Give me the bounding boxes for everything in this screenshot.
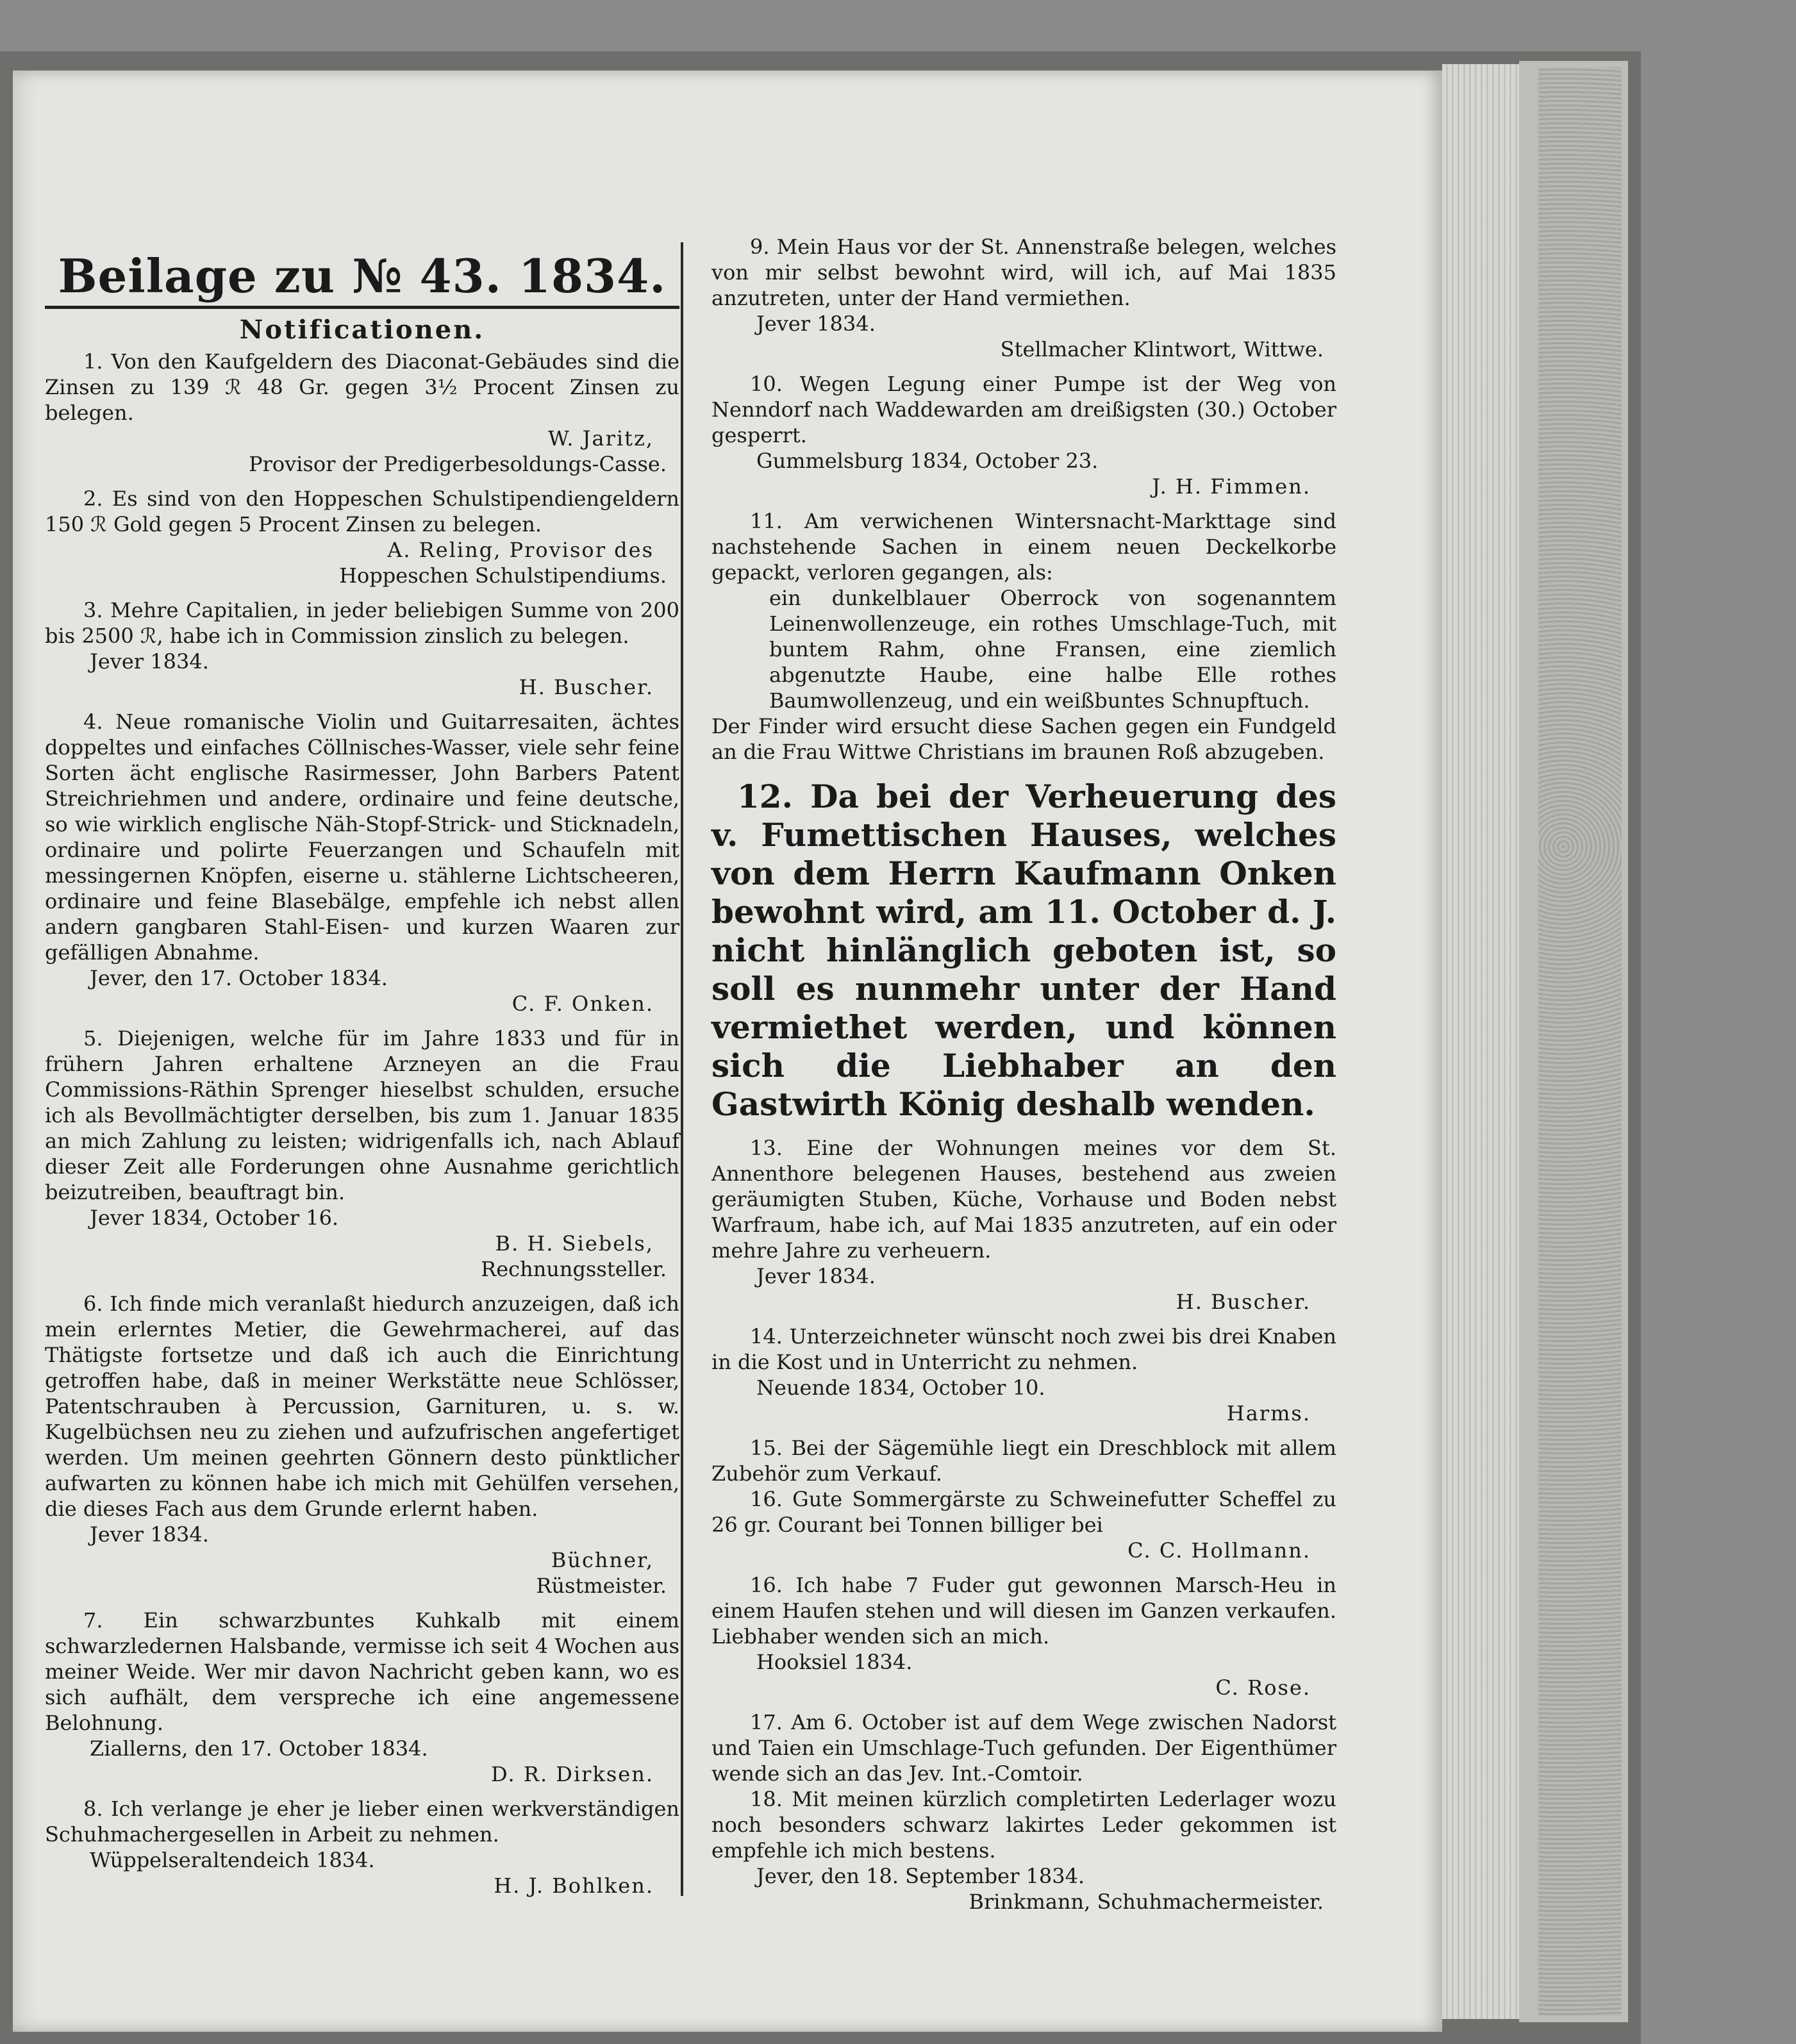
notice-4-place: Jever, den 17. October 1834. [90,966,388,990]
page-title: Beilage zu № 43. 1834. [45,176,679,309]
notice-5: 5. Diejenigen, welche für im Jahre 1833 und für in frühern Jahren erhaltene Arzneyen an die Frau Commissions-Räthin Sprenger hieselbst schulden, ersuche ich als Bevollmächtigter derselben, bis zum 1. Januar 1835 an mich Zahlung zu leisten; widrigenfalls ich, nach Ablauf dieser Zeit alle Forderungen ohne Ausnahme gerichtlich beizutreiben, beauftragt bin. [45,1026,679,1204]
notice-18-signature: Brinkmann, Schuhmachermeister. [969,1890,1324,1914]
notice-5-place: Jever 1834, October 16. [90,1206,339,1230]
notice-8-signature: H. J. Bohlken. [494,1874,654,1898]
notice-12: 12. Da bei der Verheuerung des v. Fumettischen Hauses, welches von dem Herrn Kaufmann Onken bewohnt wird, am 11. October d. J. nicht hinlänglich geboten ist, so soll es nunmehr unter der Hand vermiethet werden, und können sich die Liebhaber an den Gastwirth König deshalb wenden. [711,777,1336,1123]
notice-4: 4. Neue romanische Violin und Guitarresaiten, ächtes doppeltes und einfaches Cöllnisches-Wasser, viele sehr feine Sorten ächt englische Rasirmesser, John Barbers Patent Streichriehmen und andere, ordinaire und feine deutsche, so wie wirklich englische Näh-Stopf-Strick- und Sticknadeln, ordinaire und polirte Feuerzangen und Schaufeln mit messingernen Knöpfen, eiserne u. stählerne Lichtscheeren, ordinaire und feine Blasebälge, empfehle ich nebst allen andern gangbaren Stahl-Eisen- und kurzen Waaren zur gefälligen Abnahme. [45,710,679,965]
notice-7-signature: D. R. Dirksen. [490,1762,654,1786]
notice-14-place: Neuende 1834, October 10. [756,1375,1045,1400]
left-column [45,176,679,1899]
cover-board [1519,61,1628,2022]
notice-17: 17. Am 6. October ist auf dem Wege zwischen Nadorst und Taien ein Umschlage-Tuch gefunden. Der Eigenthümer wende sich an das Jev. Int.-Comtoir. [711,1710,1336,1786]
notice-16b: 16. Ich habe 7 Fuder gut gewonnen Marsch-Heu in einem Haufen stehen und will diesen im Ganzen verkaufen. Liebhaber wenden sich an mich. [711,1573,1336,1649]
notice-16b-place: Hooksiel 1834. [756,1650,913,1674]
notice-11: 11. Am verwichenen Wintersnacht-Markttage sind nachstehende Sachen in einem neuen Deckelkorbe gepackt, verloren gegangen, als: [711,509,1336,585]
notice-7: 7. Ein schwarzbuntes Kuhkalb mit einem schwarzledernen Halsbande, vermisse ich seit 4 Wochen aus meiner Weide. Wer mir davon Nachricht geben kann, wo es sich aufhält, dem verspreche ich eine angemessene Belohnung. [45,1608,679,1735]
notice-1-signature-title: Provisor der Predigerbesoldungs-Casse. [249,452,667,476]
notice-9-place: Jever 1834. [756,312,876,336]
notice-18: 18. Mit meinen kürzlich completirten Lederlager wozu noch besonders schwarz lakirtes Leder gekommen ist empfehle ich mich bestens. [711,1787,1336,1863]
notice-14-signature: Harms. [1226,1401,1311,1425]
notice-16a-signature: C. C. Hollmann. [1127,1538,1311,1563]
notice-1-signature: W. Jaritz, [548,426,654,451]
notice-18-place: Jever, den 18. September 1834. [756,1864,1085,1888]
notice-2: 2. Es sind von den Hoppeschen Schulstipendiengeldern 150 ℛ Gold gegen 5 Procent Zinsen zu belegen. [45,486,679,536]
notice-9: 9. Mein Haus vor der St. Annenstraße belegen, welches von mir selbst bewohnt wird, will ich, auf Mai 1835 anzutreten, unter der Hand vermiethen. [711,235,1336,310]
column-rule [681,242,683,1896]
page-edges [1442,64,1519,2019]
notice-11-list: ein dunkelblauer Oberrock von sogenanntem Leinenwollenzeuge, ein rothes Umschlage-Tuch, mit buntem Rahm, ohne Fransen, eine ziemlich abgenutzte Haube, eine halbe Elle rothes Baumwollenzeug, und ein weißbuntes Schnupftuch. [769,586,1336,713]
section-title: Notificationen. [239,315,485,345]
notice-2-signature: A. Reling, Provisor des [387,538,654,562]
notice-11-after: Der Finder wird ersucht diese Sachen gegen ein Fundgeld an die Frau Wittwe Christians im braunen Roß abzugeben. [711,714,1336,764]
notice-10: 10. Wegen Legung einer Pumpe ist der Weg von Nenndorf nach Waddewarden am dreißigsten (30.) October gesperrt. [711,372,1336,447]
notice-10-signature: J. H. Fimmen. [1152,474,1311,499]
notice-10-place: Gummelsburg 1834, October 23. [756,449,1099,473]
notice-6-signature: Büchner, [551,1548,654,1572]
notice-7-place: Ziallerns, den 17. October 1834. [90,1736,428,1761]
notice-5-signature-title: Rechnungssteller. [481,1257,667,1281]
notice-16b-signature: C. Rose. [1215,1675,1311,1700]
notice-6-place: Jever 1834. [90,1522,209,1547]
notice-3: 3. Mehre Capitalien, in jeder beliebigen Summe von 200 bis 2500 ℛ, habe ich in Commission zinslich zu belegen. [45,598,679,648]
notice-5-signature: B. H. Siebels, [495,1231,654,1256]
notice-13: 13. Eine der Wohnungen meines vor dem St. Annenthore belegenen Hauses, bestehend aus zweien geräumigten Stuben, Küche, Vorhause und Boden nebst Warfraum, habe ich, auf Mai 1835 anzutreten, auf ein oder mehre Jahre zu verheuern. [711,1136,1336,1263]
notice-16a: 16. Gute Sommergärste zu Schweinefutter Scheffel zu 26 gr. Courant bei Tonnen billiger bei [711,1487,1336,1537]
notice-2-signature-title: Hoppeschen Schulstipendiums. [339,563,667,588]
notice-13-signature: H. Buscher. [1176,1290,1311,1314]
notice-6-signature-title: Rüstmeister. [536,1574,667,1598]
notice-9-signature: Stellmacher Klintwort, Wittwe. [1000,337,1324,361]
notice-3-signature: H. Buscher. [519,675,654,699]
notice-3-place: Jever 1834. [90,649,209,674]
notice-14: 14. Unterzeichneter wünscht noch zwei bis drei Knaben in die Kost und in Unterricht zu nehmen. [711,1324,1336,1374]
notice-1: 1. Von den Kaufgeldern des Diaconat-Gebäudes sind die Zinsen zu 139 ℛ 48 Gr. gegen 3½ Procent Zinsen zu belegen. [45,349,679,425]
notice-13-place: Jever 1834. [756,1264,876,1288]
right-column [711,234,1336,1915]
notice-6: 6. Ich finde mich veranlaßt hiedurch anzuzeigen, daß ich mein erlerntes Metier, die Gewehrmacherei, auf das Thätigste fortsetze und daß ich auch die Einrichtung getroffen habe, daß in meiner Werkstätte neue Schlösser, Patentschrauben à Percussion, Garnituren, u. s. w. Kugelbüchsen neu zu ziehen und aufzufrischen angefertiget werden. Um meinen geehrten Gönnern desto pünktlicher aufwarten zu können habe ich mich mit Gehülfen versehen, die dieses Fach aus dem Grunde erlernt haben. [45,1292,679,1521]
notice-8-place: Wüppelseraltendeich 1834. [90,1848,375,1872]
newspaper-page [13,71,1442,2032]
notice-8: 8. Ich verlange je eher je lieber einen werkverständigen Schuhmachergesellen in Arbeit zu nehmen. [45,1797,679,1847]
notice-4-signature: C. F. Onken. [511,992,654,1016]
notice-15: 15. Bei der Sägemühle liegt ein Dreschblock mit allem Zubehör zum Verkauf. [711,1436,1336,1486]
